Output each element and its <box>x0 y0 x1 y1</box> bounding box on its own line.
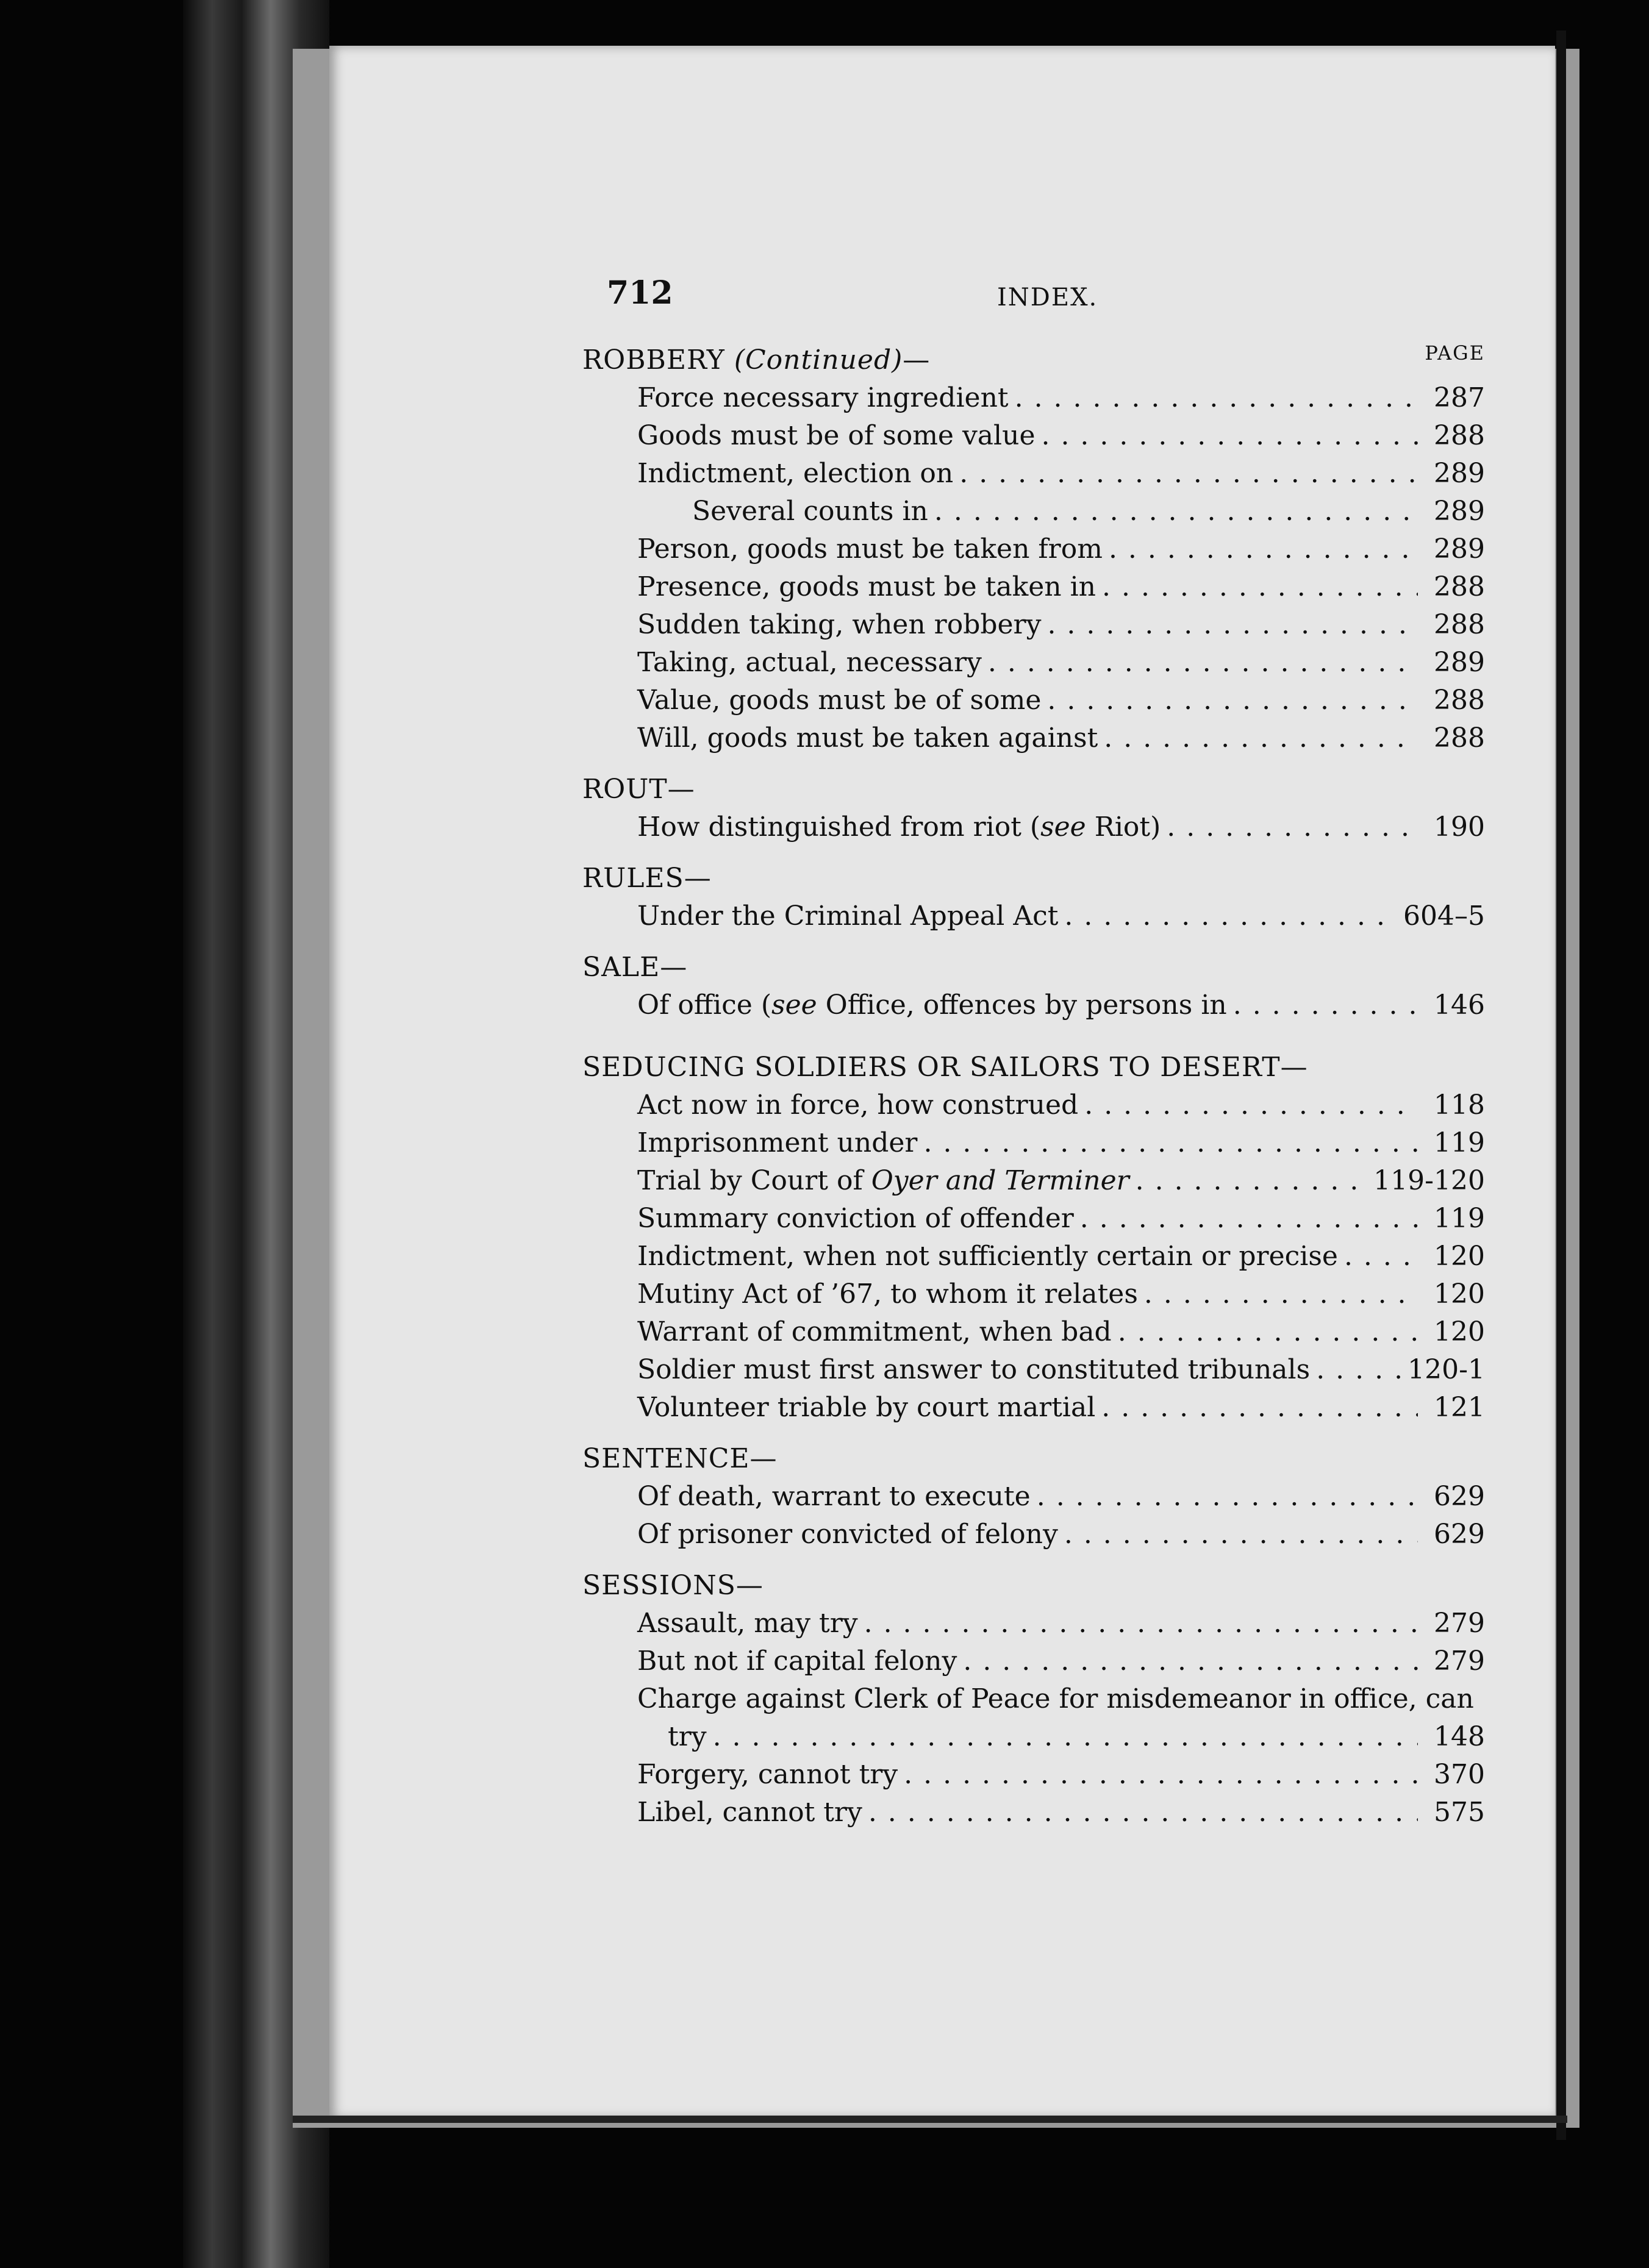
index-entry-continuation: try . . . 148 <box>582 1718 1485 1756</box>
index-subentry: Several counts in . . . 289 <box>582 493 1485 530</box>
page-ref: 119-120 <box>1373 1165 1485 1196</box>
index-entry: Of prisoner convicted of felony . . . 629 <box>582 1516 1485 1553</box>
page-ref: 629 <box>1434 1519 1485 1550</box>
page-ref: 289 <box>1434 647 1485 678</box>
page-ref: 120 <box>1434 1278 1485 1310</box>
page-number: 712 <box>607 274 673 312</box>
index-entry: Libel, cannot try . . . 575 <box>582 1794 1485 1831</box>
index-entry: Of office (see Office, offences by persons in . . . 146 <box>582 986 1485 1024</box>
page-ref: 148 <box>1434 1721 1485 1752</box>
page-ref: 288 <box>1434 609 1485 640</box>
index-entry: Person, goods must be taken from . . . 289 <box>582 530 1485 568</box>
page-ref: 119 <box>1434 1127 1485 1158</box>
index-section-sentence <box>582 1440 1485 1553</box>
page-ref: 287 <box>1434 382 1485 413</box>
index-entry: How distinguished from riot (see Riot) . . . 190 <box>582 808 1485 846</box>
page-ref: 289 <box>1434 533 1485 565</box>
index-section-rules <box>582 860 1485 935</box>
index-entry: Of death, warrant to execute . . . 629 <box>582 1478 1485 1516</box>
index-entry: Indictment, when not sufficiently certain or precise . . . 120 <box>582 1238 1485 1275</box>
index-entry: Presence, goods must be taken in . . . 288 <box>582 568 1485 606</box>
index-content <box>582 341 1485 1831</box>
index-entry: Indictment, election on . . . 289 <box>582 455 1485 493</box>
index-entry: Warrant of commitment, when bad . . . 120 <box>582 1313 1485 1351</box>
page-ref: 120-1 <box>1408 1354 1485 1385</box>
index-entry: Charge against Clerk of Peace for misdemeanor in office, can <box>637 1683 1474 1714</box>
running-head: INDEX. <box>997 284 1098 312</box>
index-entry: Taking, actual, necessary . . . 289 <box>582 644 1485 682</box>
index-entry: Trial by Court of Oyer and Terminer . . . 119-120 <box>582 1162 1485 1200</box>
index-section-robbery <box>582 341 1485 757</box>
index-section-seducing-soldiers <box>582 1049 1485 1427</box>
index-entry: Value, goods must be of some . . . 288 <box>582 682 1485 719</box>
page-ref: 190 <box>1434 811 1485 843</box>
section-heading: SENTENCE— <box>582 1443 778 1474</box>
index-entry: Under the Criminal Appeal Act . . . 604–5 <box>582 897 1485 935</box>
page-ref: 288 <box>1434 420 1485 451</box>
page-header <box>607 274 1491 317</box>
index-entry: Volunteer triable by court martial . . . 121 <box>582 1389 1485 1427</box>
page-ref: 288 <box>1434 685 1485 716</box>
page-ref: 279 <box>1434 1646 1485 1677</box>
section-heading: RULES— <box>582 863 712 894</box>
section-heading: SESSIONS— <box>582 1570 764 1601</box>
index-section-sale <box>582 949 1485 1024</box>
page-ref: 146 <box>1434 990 1485 1021</box>
index-entry: Assault, may try . . . 279 <box>582 1605 1485 1642</box>
page-ref: 289 <box>1434 458 1485 489</box>
index-entry: Act now in force, how construed . . . 118 <box>582 1086 1485 1124</box>
index-entry: Goods must be of some value . . . 288 <box>582 417 1485 455</box>
section-heading: ROUT— <box>582 774 695 805</box>
page-ref: 120 <box>1434 1316 1485 1347</box>
index-entry: Forgery, cannot try . . . 370 <box>582 1756 1485 1794</box>
page-ref: 575 <box>1434 1797 1485 1828</box>
page-border-right <box>1556 30 1566 2140</box>
section-heading: SEDUCING SOLDIERS OR SAILORS TO DESERT— <box>582 1052 1308 1083</box>
section-heading: ROBBERY (Continued)— <box>582 344 931 376</box>
index-section-rout <box>582 771 1485 846</box>
index-entry: Force necessary ingredient . . . 287 <box>582 379 1485 417</box>
page-ref: 288 <box>1434 571 1485 602</box>
page-ref: 121 <box>1434 1392 1485 1423</box>
page-ref: 370 <box>1434 1759 1485 1790</box>
index-entry: But not if capital felony . . . 279 <box>582 1642 1485 1680</box>
page-column-label: PAGE <box>1425 341 1485 365</box>
page-ref: 629 <box>1434 1481 1485 1512</box>
page-ref: 120 <box>1434 1241 1485 1272</box>
section-heading: SALE— <box>582 952 688 983</box>
index-entry: Soldier must first answer to constituted tribunals . . . 120-1 <box>582 1351 1485 1389</box>
index-entry: Summary conviction of offender . . . 119 <box>582 1200 1485 1238</box>
index-entry: Sudden taking, when robbery . . . 288 <box>582 606 1485 644</box>
index-entry: Mutiny Act of ’67, to whom it relates . . . 120 <box>582 1275 1485 1313</box>
index-section-sessions <box>582 1567 1485 1831</box>
index-entry: Imprisonment under . . . 119 <box>582 1124 1485 1162</box>
page-ref: 118 <box>1434 1089 1485 1121</box>
page-ref: 289 <box>1434 496 1485 527</box>
page-ref: 279 <box>1434 1608 1485 1639</box>
index-entry: Will, goods must be taken against . . . 288 <box>582 719 1485 757</box>
page-ref: 604–5 <box>1403 900 1485 932</box>
page-ref: 288 <box>1434 722 1485 754</box>
page-ref: 119 <box>1434 1203 1485 1234</box>
page-border-bottom <box>293 2116 1567 2123</box>
